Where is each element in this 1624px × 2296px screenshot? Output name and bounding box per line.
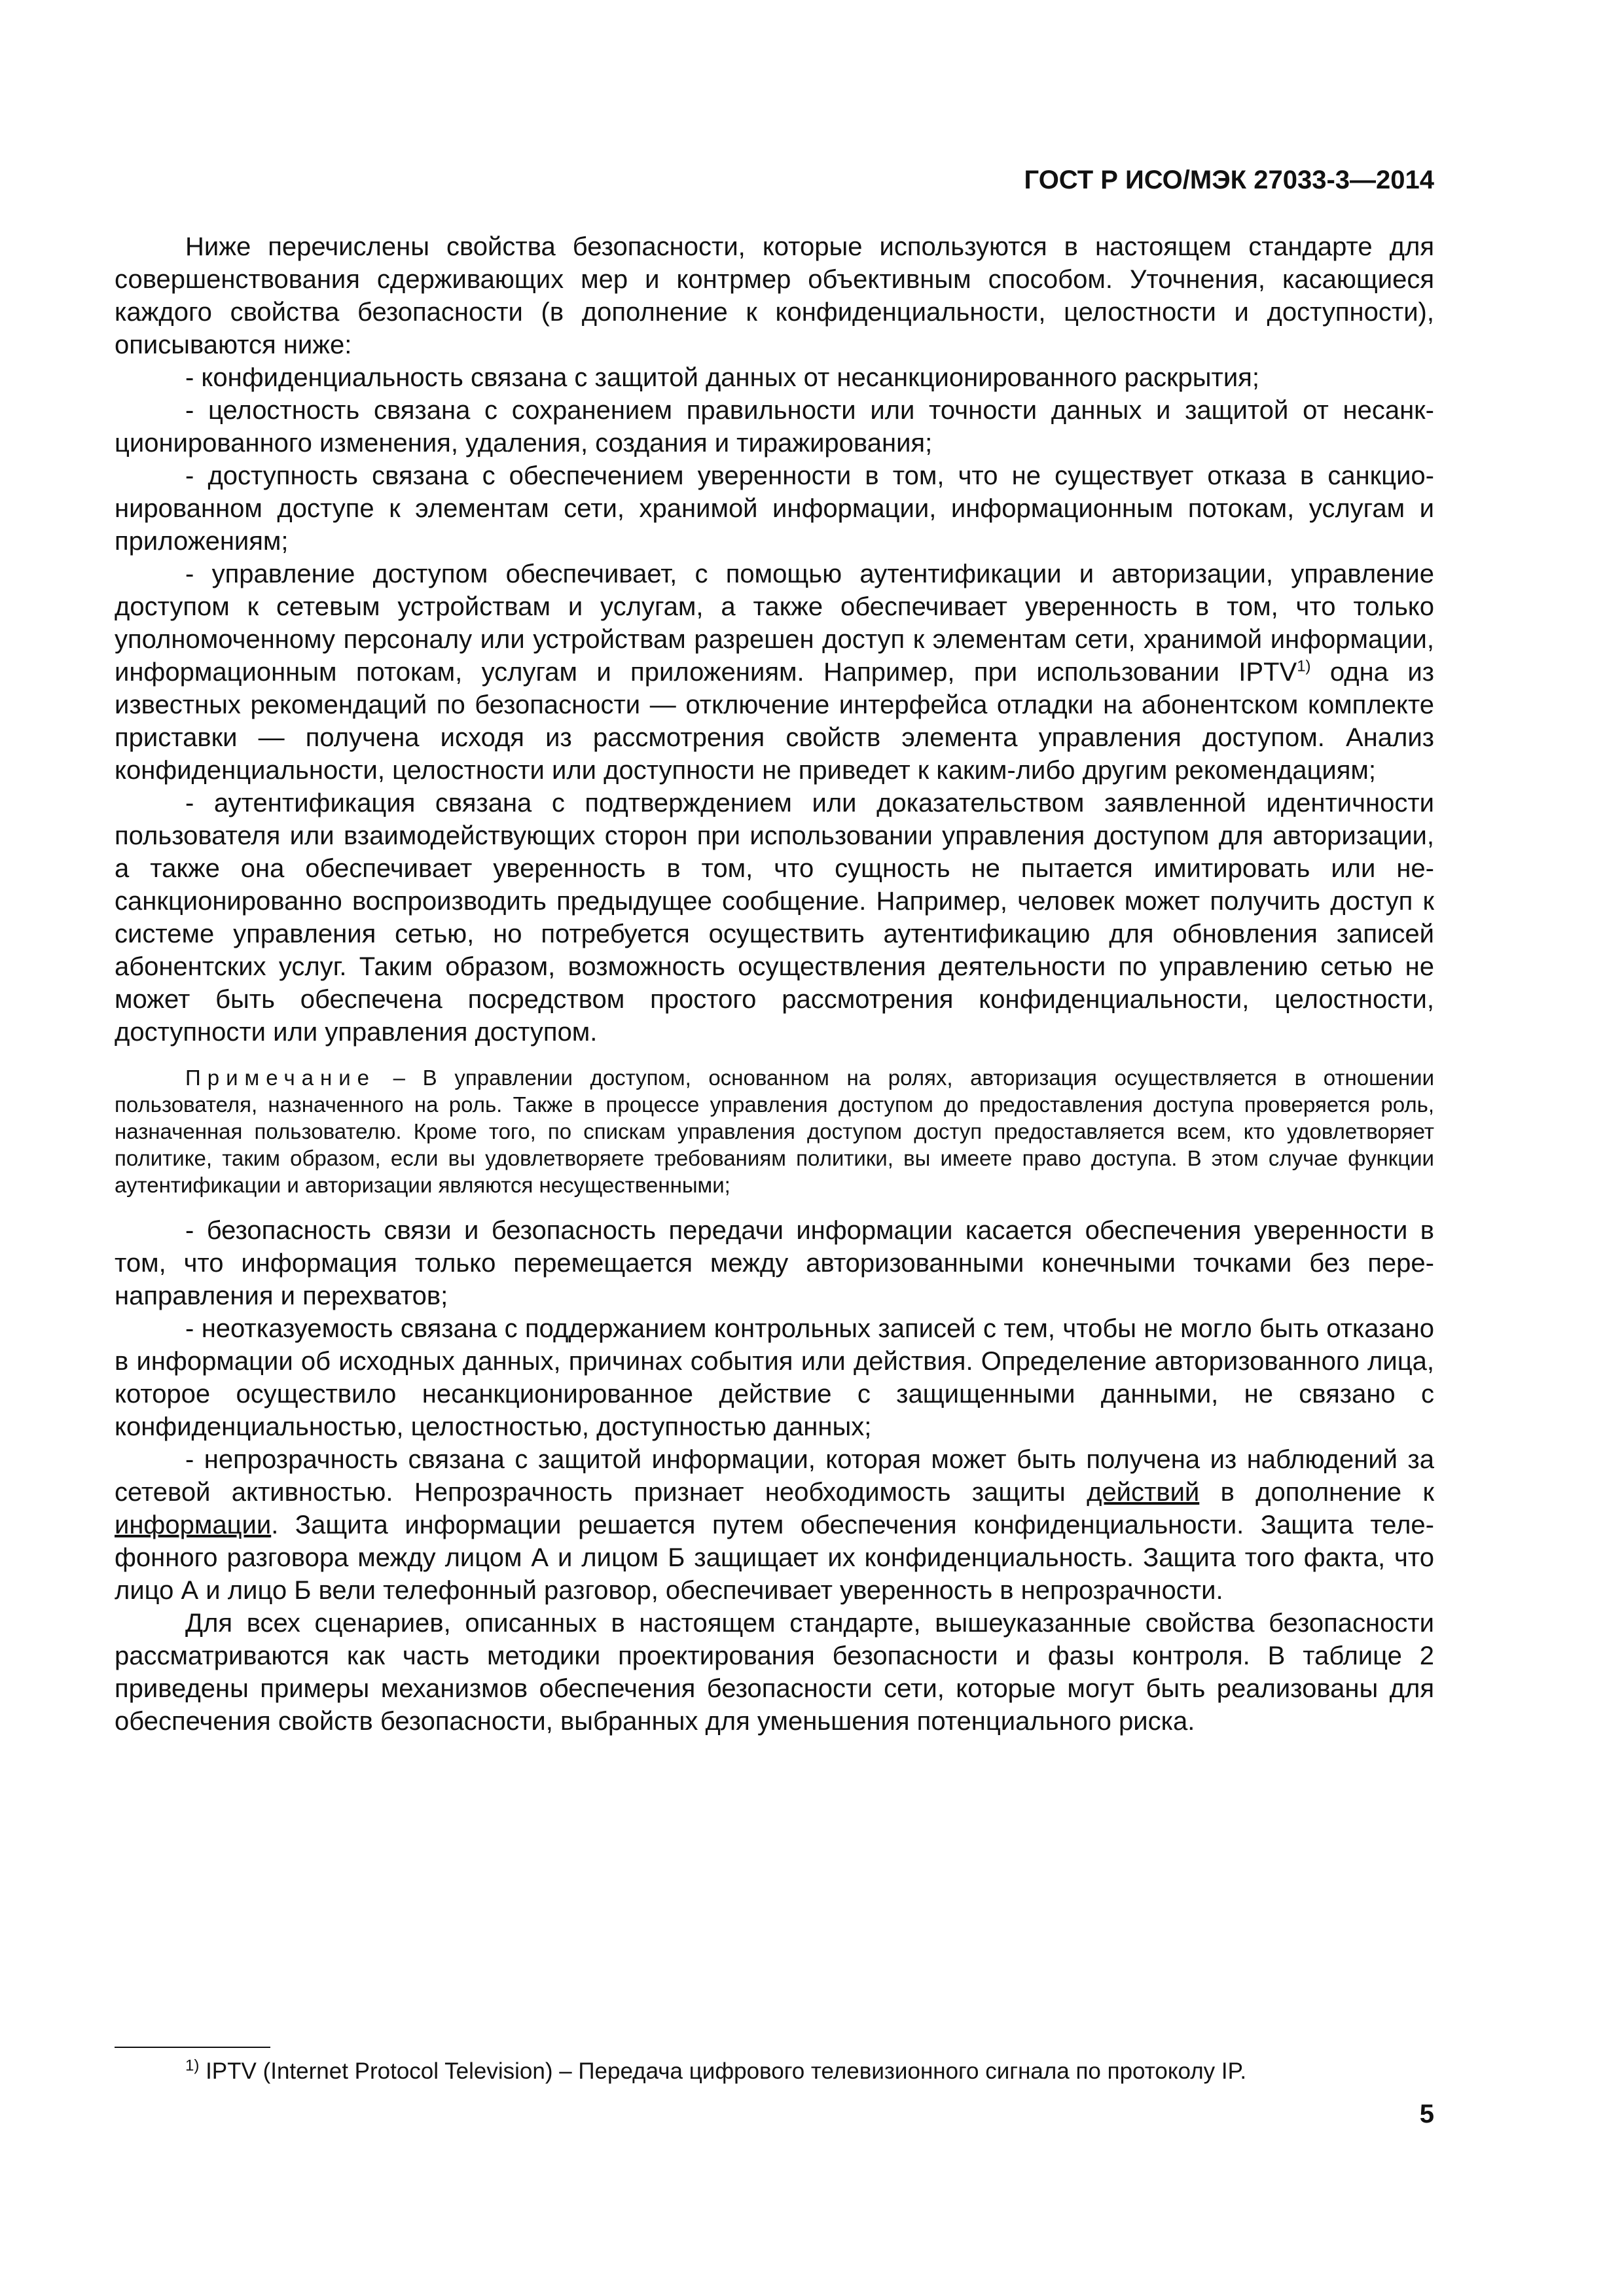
- list-item-non-repudiation: - неотказуемость связана с поддержанием контрольных записей с тем, чтобы не могло быть отказано в информации об исходных данных, причинах события или действия. Определение авторизованного лица, которое осуществило несанкционированное действие с защищенными данными, не связано с конфиденциальностью, целостностью, доступностью данных;: [115, 1314, 1434, 1441]
- underlined-actions: действий: [1087, 1478, 1200, 1507]
- list-item-opacity: [115, 1443, 1434, 1607]
- page-number: 5: [1419, 2100, 1434, 2128]
- footnote-text: IPTV (Internet Protocol Television) – Передача цифрового телевизионного сигнала по протоколу IP.: [199, 2058, 1247, 2084]
- footnote-reference: 1): [1297, 657, 1311, 675]
- access-control-text-end: одна из известных рекомендаций по безопасности — отключение интерфейса отладки на абонентском комплекте приставки — получена исходя из рассмотрения свойств элемента управления доступом. Анализ конфиденциальности, целостности или доступности не приведет к каким-либо другим рекомендациям;: [115, 658, 1434, 785]
- paragraph-intro: Ниже перечислены свойства безопасности, которые используются в настоящем стандарте для совершенствования сдерживающих мер и контрмер объективным способом. Уточнения, касающиеся каждого свойства безопасности (в дополнение к конфиденциальности, целостности и доступности), описываются ниже:: [115, 232, 1434, 359]
- footnote: [115, 2057, 1434, 2086]
- list-item-access-control: [115, 558, 1434, 787]
- list-item-integrity: - целостность связана с сохранением правильности или точности данных и защитой от несанкционированного изменения, удаления, создания и тиражирования;: [115, 396, 1434, 457]
- opacity-text-start: - непрозрачность связана с защитой информации, которая может быть получена из наблюдений за сетевой активностью. Непрозрачность признает необходимость защиты: [115, 1445, 1434, 1507]
- list-item-communication-security: - безопасность связи и безопасность передачи информации касается обеспечения уверенности в том, что информация только перемещается между авторизованными конечными точками без перенаправления и перехватов;: [115, 1216, 1434, 1310]
- note-block: [115, 1064, 1434, 1198]
- note-label: Примечание: [185, 1066, 376, 1090]
- list-item-confidentiality: - конфиденциальность связана с защитой данных от несанкционированного раскрытия;: [185, 363, 1259, 392]
- opacity-text-end: . Защита информации решается путем обеспечения конфиденциальности. Защита телефонного разговора между лицом А и лицом Б защищает их конфиденциальность. Защита того факта, что лицо А и лицо Б вели телефонный разговор, обеспечивает уверенность в непрозрачности.: [115, 1511, 1434, 1605]
- paragraph-conclusion: Для всех сценариев, описанных в настоящем стандарте, вышеуказанные свойства безопасности рассматриваются как часть методики проектирования безопасности и фазы контроля. В таблице 2 приведены примеры механизмов обеспечения безопасности сети, которые могут быть реализованы для обеспечения свойств безопасности, выбранных для уменьшения потенциального риска.: [115, 1609, 1434, 1736]
- main-text: [115, 230, 1434, 1738]
- access-control-text-start: - управление доступом обеспечивает, с помощью аутентификации и авторизации, управление доступом к сетевым устройствам и услугам, а также обеспечивает уверенность в том, что только уполномоченному персоналу или устройствам разрешен доступ к элементам сети, хранимой информации, информационным потокам, услугам и приложениям. Например, при использовании IPTV: [115, 560, 1434, 687]
- footnote-divider: [115, 2047, 270, 2048]
- opacity-text-middle: в дополнение к: [1199, 1478, 1434, 1507]
- footnote-marker: 1): [185, 2056, 200, 2075]
- list-item-availability: - доступность связана с обеспечением уверенности в том, что не существует отказа в санкционированном доступе к элементам сети, хранимой информации, информационным потокам, услугам и приложениям;: [115, 461, 1434, 556]
- note-text: – В управлении доступом, основанном на ролях, авторизация осуществляется в отношении пользователя, назначенного на роль. Также в процессе управления доступом до предоставления доступа проверяется роль, назначенная пользователю. Кроме того, по спискам управления доступом доступ предоставляется всем, кто удовлетворяет политике, таким образом, если вы удовлетворяете требованиям политики, вы имеете право доступа. В этом случае функции аутентификации и авторизации являются несущественными;: [115, 1066, 1434, 1197]
- underlined-information: информации: [115, 1511, 272, 1539]
- document-header: ГОСТ Р ИСО/МЭК 27033-3—2014: [1024, 166, 1434, 194]
- list-item-authentication: - аутентификация связана с подтверждением или доказательством заявленной идентичности пользователя или взаимодействующих сторон при использовании управления доступом для авторизации, а также она обеспечивает уверенность в том, что сущность не пытается имитировать или несанкционированно воспроизводить предыдущее сообщение. Например, человек может получить доступ к системе управления сетью, но потребуется осуществить аутентификацию для обновления записей абонентских услуг. Таким образом, возможность осуществления деятельности по управлению сетью не может быть обеспечена посредством простого рассмотрения конфиденциальности, целостности, доступности или управления доступом.: [115, 789, 1434, 1047]
